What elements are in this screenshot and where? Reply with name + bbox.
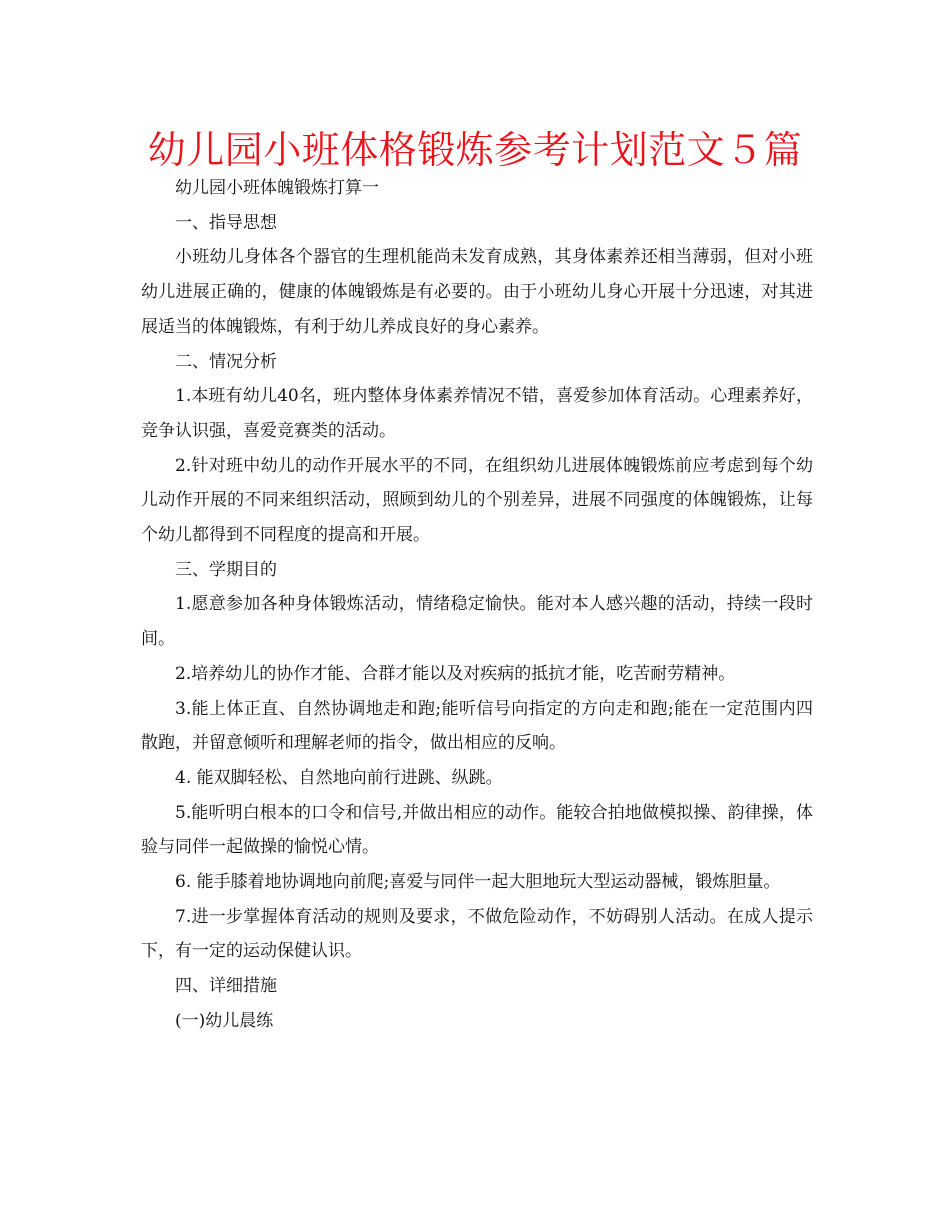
heading-guiding-thought: 一、指导思想	[175, 212, 277, 233]
paragraph: 3.能上体正直、自然协调地走和跑;能听信号向指定的方向走和跑;能在一定范围内四散跑，并留意倾听和理解老师的指令，做出相应的反响。	[141, 698, 813, 754]
heading-semester-goals: 三、学期目的	[175, 559, 277, 580]
paragraph: 1.愿意参加各种身体锻炼活动，情绪稳定愉快。能对本人感兴趣的活动，持续一段时间。	[141, 594, 813, 650]
paragraph: 1.本班有幼儿40名，班内整体身体素养情况不错，喜爱参加体育活动。心理素养好，竞争认识强，喜爱竞赛类的活动。	[141, 386, 813, 441]
paragraph: 5.能听明白根本的口令和信号,并做出相应的动作。能较合拍地做模拟操、韵律操，体验与同伴一起做操的愉悦心情。	[141, 802, 813, 858]
paragraph: 2.培养幼儿的协作才能、合群才能以及对疾病的抵抗才能，吃苦耐劳精神。	[175, 663, 736, 684]
heading-detailed-measures: 四、详细措施	[175, 976, 277, 997]
paragraph: 7.进一步掌握体育活动的规则及要求，不做危险动作，不妨碍别人活动。在成人提示下，有一定的运动保健认识。	[141, 906, 813, 962]
paragraph: 6. 能手膝着地协调地向前爬;喜爱与同伴一起大胆地玩大型运动器械，锻炼胆量。	[175, 872, 781, 893]
paragraph: 2.针对班中幼儿的动作开展水平的不同，在组织幼儿进展体魄锻炼前应考虑到每个幼儿动作开展的不同来组织活动，照顾到幼儿的个别差异，进展不同强度的体魄锻炼，让每个幼儿都得到不同程度的提高和开展。	[141, 455, 813, 546]
paragraph: 小班幼儿身体各个器官的生理机能尚未发育成熟，其身体素养还相当薄弱，但对小班幼儿进展正确的，健康的体魄锻炼是有必要的。由于小班幼儿身心开展十分迅速，对其进展适当的体魄锻炼，有利于幼儿养成良好的身心素养。	[141, 247, 813, 337]
paragraph: 4. 能双脚轻松、自然地向前行进跳、纵跳。	[175, 767, 503, 788]
document-body	[141, 171, 813, 1039]
paragraph-subtitle: 幼儿园小班体魄锻炼打算一	[175, 178, 379, 198]
subheading-morning-exercise: (一)幼儿晨练	[175, 1010, 274, 1031]
heading-situation-analysis: 二、情况分析	[175, 351, 277, 372]
document-title: 幼儿园小班体格锻炼参考计划范文５篇	[147, 128, 803, 172]
